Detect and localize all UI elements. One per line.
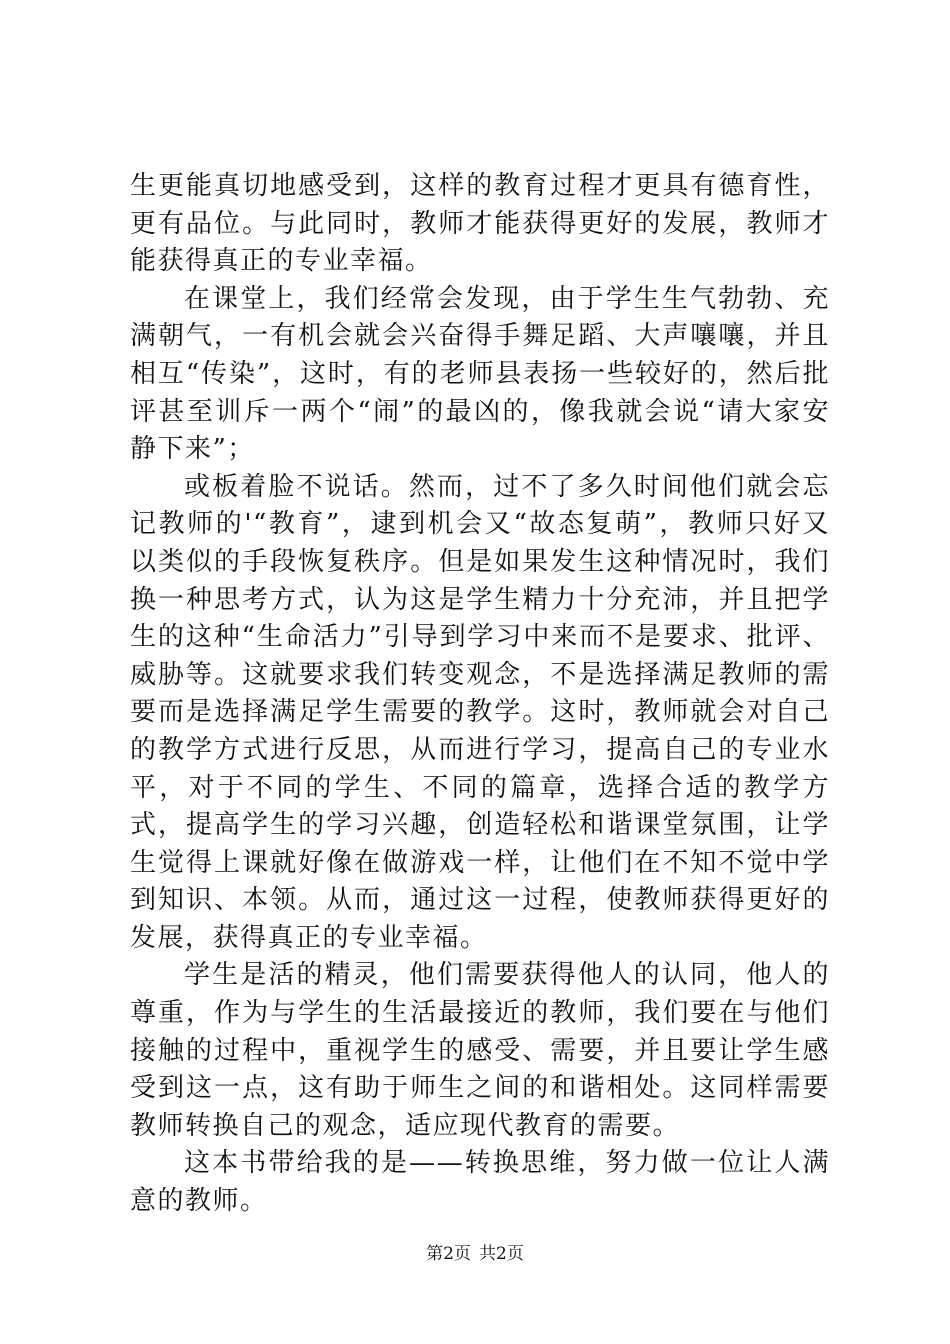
page-footer bbox=[0, 1243, 950, 1265]
paragraph: 学生是活的精灵，他们需要获得他人的认同，他人的尊重，作为与学生的生活最接近的教师，我们要在与他们接触的过程中，重视学生的感受、需要，并且要让学生感受到这一点，这有助于师生之间的和谐相处。这同样需要教师转换自己的观念，适应现代教育的需要。 bbox=[130, 960, 830, 1141]
paragraph: 或板着脸不说话。然而，过不了多久时间他们就会忘记教师的'“教育”，逮到机会又“故态复萌”，教师只好又以类似的手段恢复秩序。但是如果发生这种情况时，我们换一种思考方式，认为这是学生精力十分充沛，并且把学生的这种“生命活力”引导到学习中来而不是要求、批评、威胁等。这就要求我们转变观念，不是选择满足教师的需要而是选择满足学生需要的教学。这时，教师就会对自己的教学方式进行反思，从而进行学习，提高自己的专业水平，对于不同的学生、不同的篇章，选择合适的教学方式，提高学生的学习兴趣，创造轻松和谐课堂氛围，让学生觉得上课就好像在做游戏一样，让他们在不知不觉中学到知识、本领。从而，通过这一过程，使教师获得更好的发展，获得真正的专业幸福。 bbox=[130, 471, 830, 953]
document-body bbox=[130, 168, 830, 1221]
paragraph: 生更能真切地感受到，这样的教育过程才更具有德育性，更有品位。与此同时，教师才能获得更好的发展，教师才能获得真正的专业幸福。 bbox=[130, 171, 830, 277]
paragraph: 这本书带给我的是——转换思维，努力做一位让人满意的教师。 bbox=[130, 1148, 830, 1217]
paragraph: 在课堂上，我们经常会发现，由于学生生气勃勃、充满朝气，一有机会就会兴奋得手舞足蹈、大声嚷嚷，并且相互“传染”，这时，有的老师县表扬一些较好的，然后批评甚至训斥一两个“闹”的最凶的，像我就会说“请大家安静下来”； bbox=[130, 283, 830, 465]
page-number-current: 第2页 bbox=[426, 1244, 471, 1264]
page-number-total: 共2页 bbox=[479, 1244, 524, 1264]
